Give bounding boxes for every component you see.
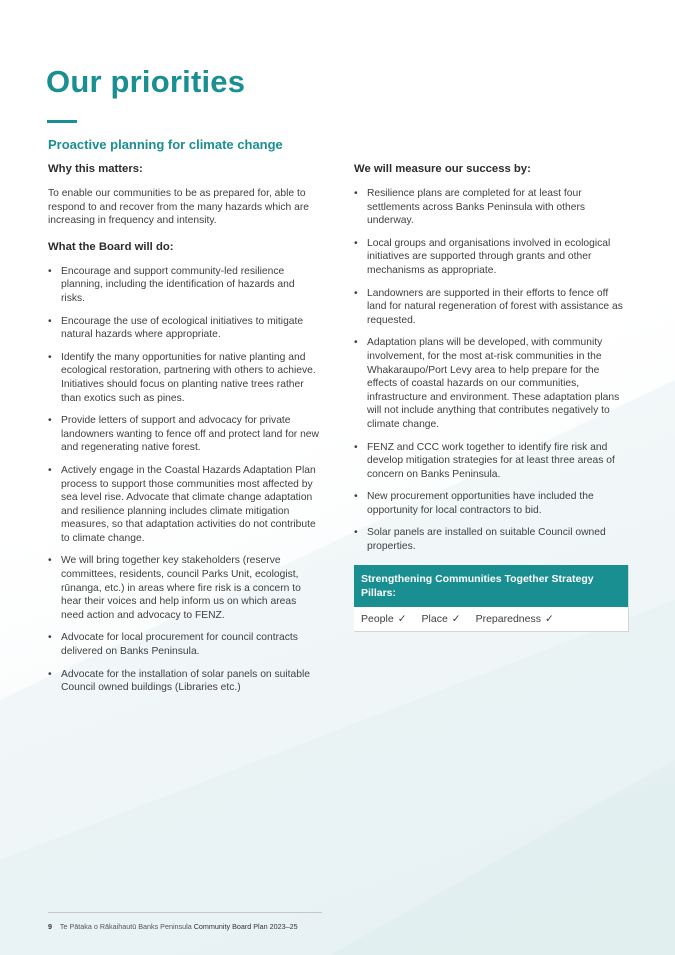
- footer-doc-title: Community Board Plan 2023–25: [193, 922, 298, 931]
- left-column: [48, 162, 320, 704]
- pillar-people: [361, 613, 407, 625]
- right-column: [354, 162, 629, 632]
- list-item: • Resilience plans are completed for at least four settlements across Banks Peninsula with others underway.: [354, 187, 629, 228]
- page-number: 9: [48, 922, 52, 931]
- footer-org: Te Pātaka o Rākaihautū Banks Peninsula: [59, 922, 192, 931]
- board-heading: What the Board will do:: [48, 240, 174, 253]
- list-item: • Provide letters of support and advocacy for private landowners wanting to fence off and protect land for new and regenerating native forest.: [48, 414, 320, 455]
- measure-heading: We will measure our success by:: [354, 163, 531, 175]
- success-measures-list: [354, 187, 629, 554]
- list-item: • Advocate for local procurement for council contracts delivered on Banks Peninsula.: [48, 631, 320, 658]
- pillar-label: People: [361, 612, 394, 625]
- why-text: To enable our communities to be as prepared for, able to respond to and recover from the many hazards which are increasing in frequency and intensity.: [48, 188, 309, 227]
- page-title: Our priorities: [46, 64, 246, 99]
- pillar-preparedness: [476, 613, 554, 625]
- board-actions-list: [48, 265, 320, 695]
- pillar-place: [422, 613, 461, 625]
- list-item: • Encourage the use of ecological initiatives to mitigate natural hazards where appropriate.: [48, 315, 320, 342]
- list-item: • We will bring together key stakeholders (reserve committees, residents, council Parks Unit, ecologist, rūnanga, etc.) in areas where fire risk is a concern to hear their voices and help inform us on which areas need action and advocacy to FENZ.: [48, 554, 320, 622]
- list-item: • Advocate for the installation of solar panels on suitable Council owned buildings (Libraries etc.): [48, 668, 320, 695]
- pillars-heading: Strengthening Communities Together Strategy Pillars:: [354, 565, 628, 607]
- pillars-row: [354, 607, 628, 631]
- list-item: • FENZ and CCC work together to identify fire risk and develop mitigation strategies for at least three areas of concern on Banks Peninsula.: [354, 441, 629, 482]
- strategy-pillars-box: [354, 565, 629, 632]
- page-footer: [48, 922, 298, 931]
- list-item: • Landowners are supported in their efforts to fence off land for natural regeneration of forest with assistance as requested.: [354, 287, 629, 328]
- list-item: • Local groups and organisations involved in ecological initiatives are supported through grants and other mechanisms as appropriate.: [354, 237, 629, 278]
- list-item: • Solar panels are installed on suitable Council owned properties.: [354, 526, 629, 553]
- list-item: • Encourage and support community-led resilience planning, including the identification of hazards and risks.: [48, 265, 320, 306]
- checkmark-icon: ✓: [544, 612, 554, 625]
- list-item: • New procurement opportunities have included the opportunity for local contractors to bid.: [354, 490, 629, 517]
- why-heading: Why this matters:: [48, 163, 143, 175]
- section-subtitle: Proactive planning for climate change: [48, 137, 283, 152]
- pillar-label: Preparedness: [475, 612, 541, 625]
- list-item: • Identify the many opportunities for native planting and ecological restoration, partnering with others to achieve. Initiatives should focus on planting native trees rather than exotics such as pines.: [48, 351, 320, 405]
- checkmark-icon: ✓: [451, 612, 461, 625]
- title-underline: [47, 120, 77, 123]
- list-item: • Actively engage in the Coastal Hazards Adaptation Plan process to support those communities most affected by sea level rise. Advocate that climate change adaptation and resilience planning includes climate mitigation measures, so that adaptation activities do not contribute to climate change.: [48, 464, 320, 546]
- list-item: • Adaptation plans will be developed, with community involvement, for the most at-risk communities in the Whakaraupo/Port Levy area to help prepare for the effects of coastal hazards on our communities, infrastructure and environment. These adaptation plans will not include anything that contributes negatively to climate change.: [354, 336, 629, 431]
- checkmark-icon: ✓: [397, 612, 407, 625]
- footer-divider: [48, 912, 322, 913]
- pillar-label: Place: [421, 612, 448, 625]
